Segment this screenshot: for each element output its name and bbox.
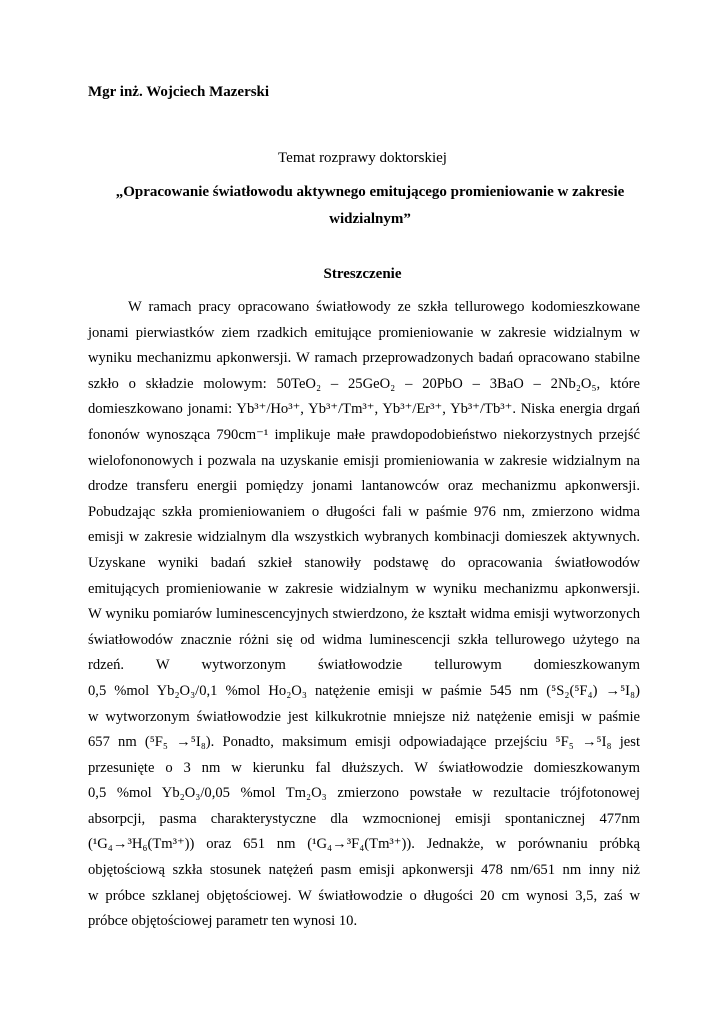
abstract-line: w próbce szklanej objętościowej. W światłowodzie o długości 20 cm wynosi 3,5, zaś w <box>88 887 640 904</box>
abstract-line: szkło o składzie molowym: 50TeO₂ – 25GeO₂ – 20PbO – 3BaO – 2Nb₂O₅, które <box>88 375 640 392</box>
abstract-line: rdzeń. W wytworzonym światłowodzie tellurowym domieszkowanym <box>88 657 640 674</box>
abstract-line: (¹G₄→³H₆(Tm³⁺)) oraz 651 nm (¹G₄→³F₄(Tm³⁺)). Jednakże, w porównaniu próbką <box>88 836 640 853</box>
abstract-line: światłowodów znacznie różni się od widma luminescencji szkła tellurowego użytego na <box>88 631 640 648</box>
section-heading: Streszczenie <box>323 266 402 282</box>
abstract-line: wielofononowych i pozwala na uzyskanie emisji promieniowania w zakresie widzialnym na <box>88 452 640 469</box>
abstract-line: wyniku mechanizmu apkonwersji. W ramach przeprowadzonych badań opracowano stabilne <box>88 350 640 367</box>
thesis-topic-label: Temat rozprawy doktorskiej <box>278 150 447 166</box>
abstract-line: Uzyskane wyniki badań szkieł stanowiły podstawę do opracowania światłowodów <box>88 554 640 571</box>
abstract-line: emisji w zakresie widzialnym dla wszystkich wybranych kombinacji domieszek aktywnych. <box>88 529 640 546</box>
abstract-line: 657 nm (⁵F₅ →⁵I₈). Ponadto, maksimum emisji odpowiadające przejściu ⁵F₅ →⁵I₈ jest <box>88 734 640 751</box>
abstract-line: W ramach pracy opracowano światłowody ze szkła tellurowego kodomieszkowane <box>128 299 640 315</box>
abstract-line: przesunięte o 3 nm w kierunku fal dłuższych. W światłowodzie domieszkowanym <box>88 759 640 776</box>
abstract-line: W wyniku pomiarów luminescencyjnych stwierdzono, że kształt widma emisji wytworzonych <box>88 606 640 623</box>
abstract-line: drodze transferu energii pomiędzy jonami lantanowców oraz mechanizmu apkonwersji. <box>88 478 640 495</box>
abstract-line: objętościową szkła stosunek natężeń pasm emisji apkonwersji 478 nm/651 nm inny niż <box>88 862 640 879</box>
abstract-line: domieszkowano jonami: Yb³⁺/Ho³⁺, Yb³⁺/Tm³⁺, Yb³⁺/Er³⁺, Yb³⁺/Tb³⁺. Niska energia drgań <box>88 401 640 418</box>
author-name: Mgr inż. Wojciech Mazerski <box>88 84 270 100</box>
abstract-line: 0,5 %mol Yb₂O₃/0,1 %mol Ho₂O₃ natężenie emisji w paśmie 545 nm (⁵S₂(⁵F₄) →⁵I₈) <box>88 682 640 699</box>
thesis-title-line-1: „Opracowanie światłowodu aktywnego emitującego promieniowanie w zakresie <box>115 184 625 200</box>
abstract-line: 0,5 %mol Yb₂O₃/0,05 %mol Tm₂O₃ zmierzono powstałe w rezultacie trójfotonowej <box>88 785 640 802</box>
abstract-line: emitujących promieniowanie w zakresie widzialnym w wyniku mechanizmu apkonwersji. <box>88 580 640 597</box>
abstract-body <box>88 295 640 935</box>
abstract-line: jonami pierwiastków ziem rzadkich emitujące promieniowanie w zakresie widzialnym w <box>88 324 640 341</box>
abstract-line: absorpcji, pasma charakterystyczne dla wzmocnionej emisji spontanicznej 477nm <box>88 810 640 827</box>
abstract-line: w wytworzonym światłowodzie jest kilkukrotnie mniejsze niż natężenie emisji w paśmie <box>88 708 640 725</box>
abstract-line: fononów wynosząca 790cm⁻¹ implikuje małe prawdopodobieństwo niekorzystnych przejść <box>88 426 640 443</box>
thesis-title-line-2: widzialnym” <box>329 211 411 227</box>
thesis-title <box>100 179 640 233</box>
abstract-line: próbce objętościowej parametr ten wynosi 10. <box>88 913 358 930</box>
abstract-line: Pobudzając szkła promieniowaniem o długości fali w paśmie 976 nm, zmierzono widma <box>88 503 640 520</box>
